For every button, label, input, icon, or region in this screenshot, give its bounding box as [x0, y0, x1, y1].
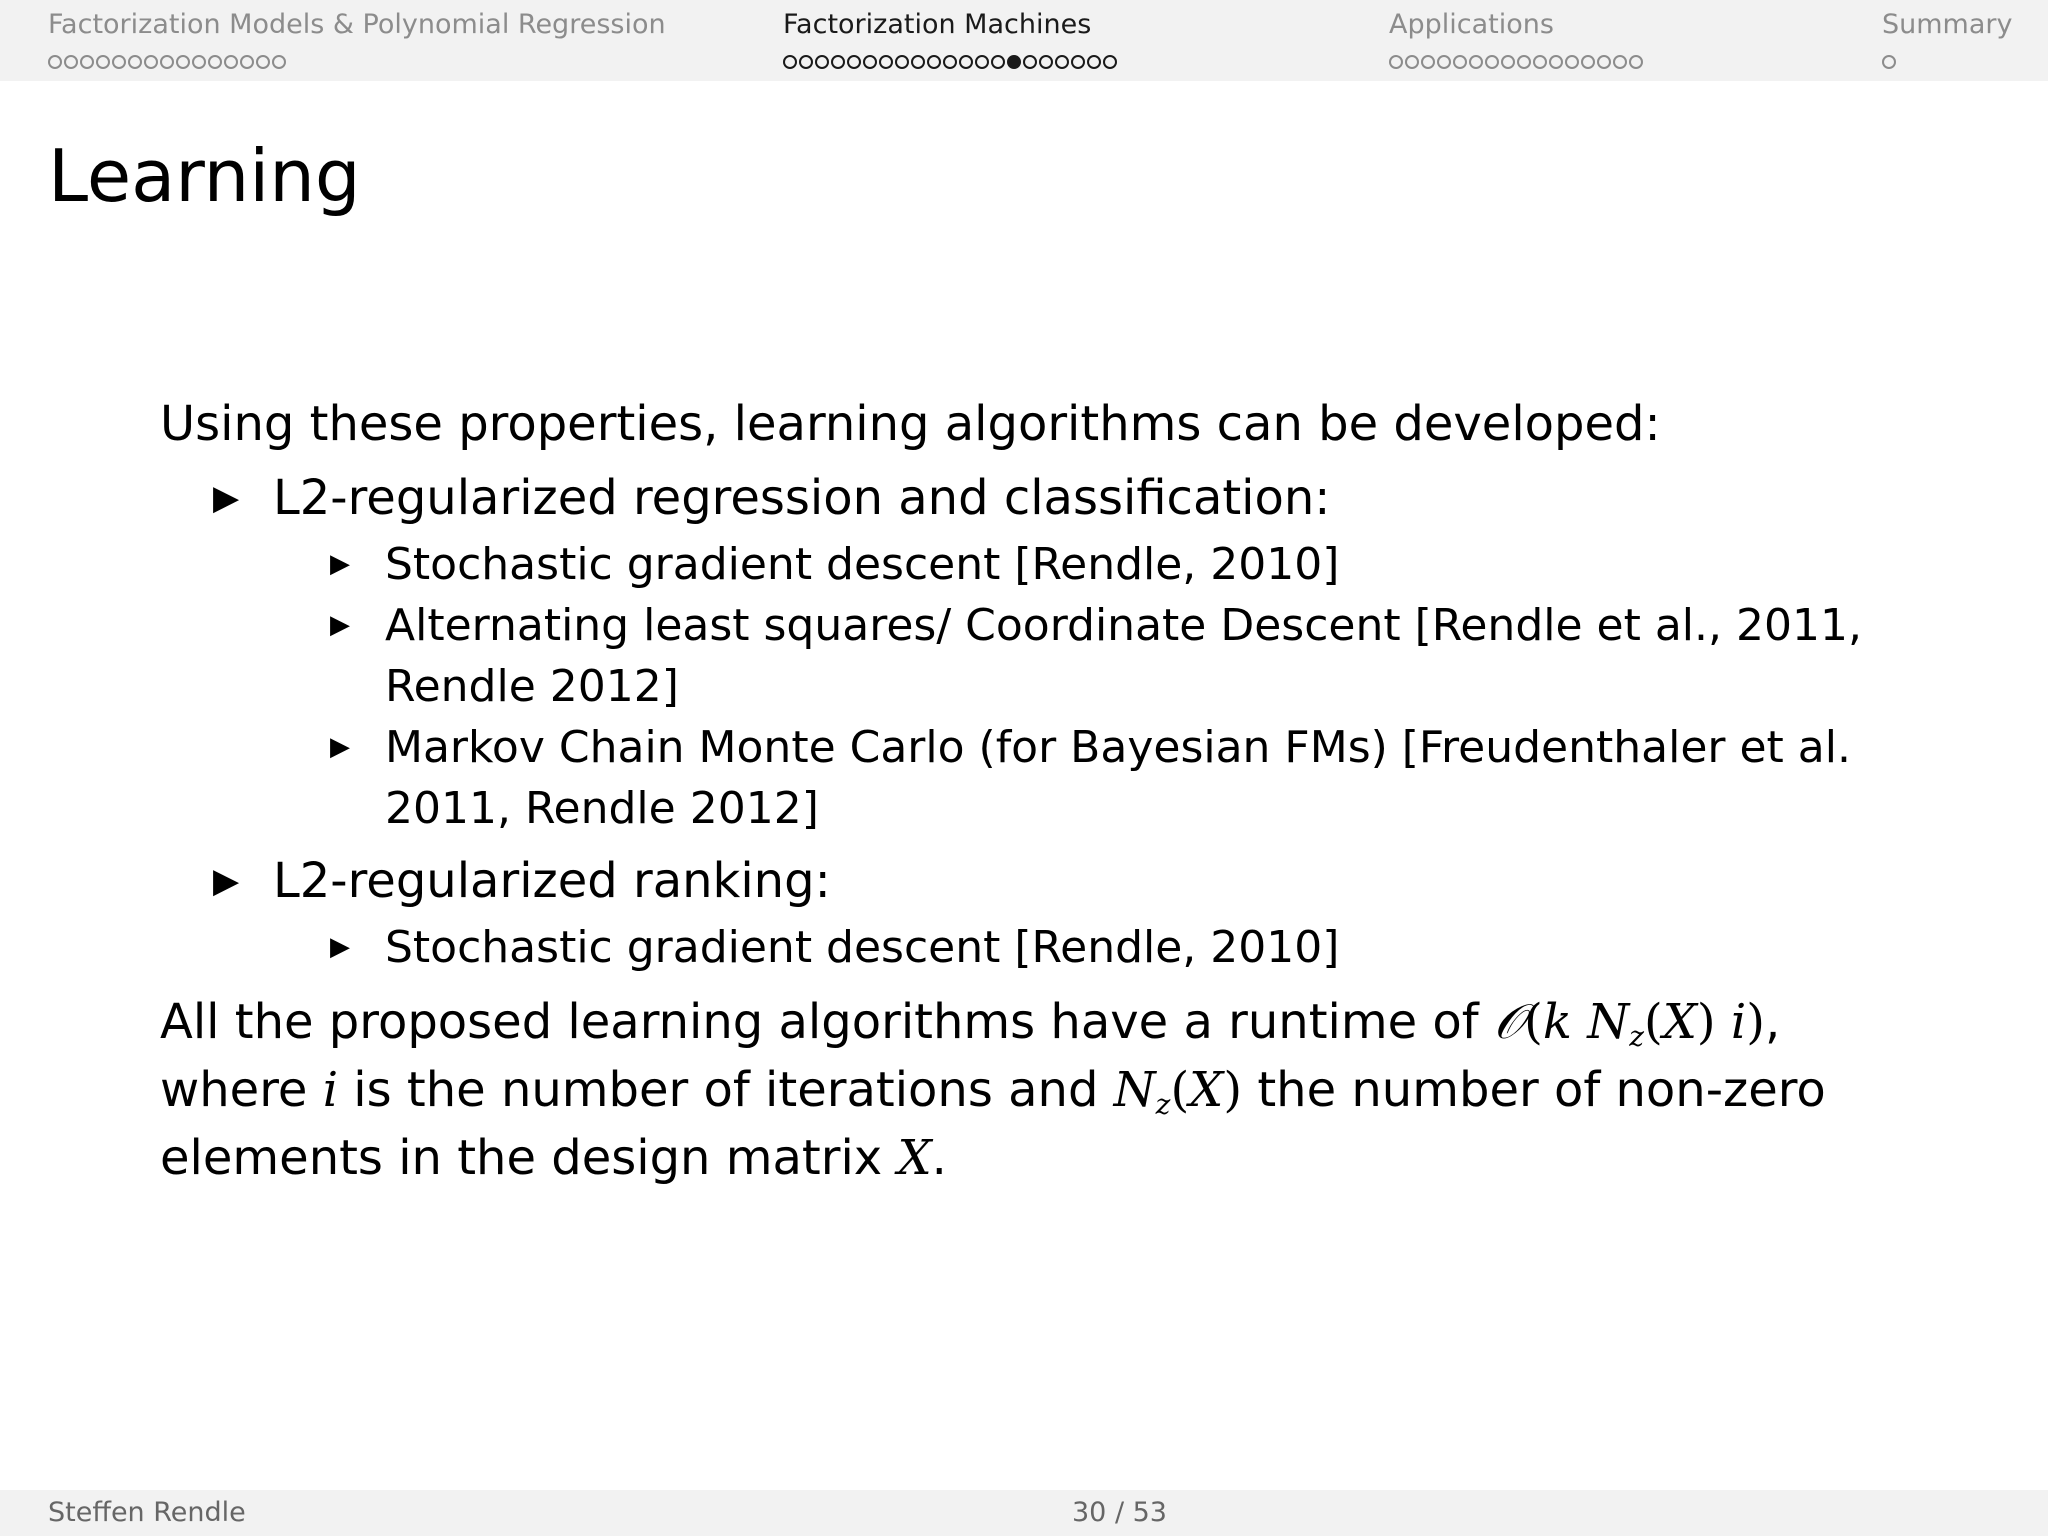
- slide-dot[interactable]: [176, 55, 190, 69]
- runtime-statement: [160, 988, 1900, 1192]
- slide-dot[interactable]: [1007, 55, 1021, 69]
- section-navigation-bar: [0, 0, 2048, 81]
- slide-dot[interactable]: [128, 55, 142, 69]
- sub-list-item-text: Markov Chain Monte Carlo (for Bayesian FMs) [Freudenthaler et al. 2011, Rendle 2012]: [385, 722, 1851, 834]
- runtime-text: elements in the design matrix: [160, 1130, 898, 1186]
- nav-section-factorization-models[interactable]: [48, 8, 666, 72]
- slide-dot[interactable]: [1469, 55, 1483, 69]
- nav-section-factorization-machines[interactable]: [783, 8, 1117, 72]
- runtime-text: ,: [1765, 994, 1781, 1050]
- slide-dot[interactable]: [879, 55, 893, 69]
- nav-section-title[interactable]: Summary: [1882, 9, 2013, 40]
- formula-nz: N: [1113, 1062, 1156, 1118]
- slide-dots: [783, 52, 1117, 72]
- triangle-bullet-icon: ▶: [330, 549, 350, 579]
- list-item-text: L2-regularized ranking:: [273, 853, 831, 909]
- slide-dot[interactable]: [256, 55, 270, 69]
- formula-x: X: [1662, 994, 1697, 1050]
- slide-dots: [48, 52, 666, 72]
- slide-dot[interactable]: [1613, 55, 1627, 69]
- sub-list-item-text: Alternating least squares/ Coordinate Descent [Rendle et al., 2011, Rendle 2012]: [385, 600, 1862, 712]
- runtime-text: All the proposed learning algorithms have a runtime of: [160, 994, 1494, 1050]
- sub-list-item: [330, 717, 1900, 839]
- slide-dot[interactable]: [1023, 55, 1037, 69]
- frame-title: Learning: [48, 134, 361, 218]
- triangle-bullet-icon: ▶: [330, 932, 350, 962]
- sub-list-item-text: Stochastic gradient descent [Rendle, 2010]: [385, 539, 1340, 590]
- formula-paren: (: [1524, 994, 1543, 1050]
- sub-list: [273, 534, 1900, 839]
- formula-i: i: [1730, 994, 1747, 1050]
- formula-x: X: [1189, 1062, 1224, 1118]
- slide-dot[interactable]: [895, 55, 909, 69]
- formula-subscript-z: z: [1629, 1020, 1645, 1053]
- nav-section-applications[interactable]: [1389, 8, 1643, 72]
- slide-dot[interactable]: [1421, 55, 1435, 69]
- slide-dot[interactable]: [80, 55, 94, 69]
- runtime-text: where: [160, 1062, 323, 1118]
- nav-section-title[interactable]: Factorization Models & Polynomial Regression: [48, 9, 666, 40]
- slide-dot[interactable]: [144, 55, 158, 69]
- list-item: [213, 462, 1900, 839]
- slide-dot[interactable]: [783, 55, 797, 69]
- slide-dot[interactable]: [1087, 55, 1101, 69]
- slide-body: [160, 390, 1900, 1192]
- slide-dot[interactable]: [1071, 55, 1085, 69]
- nav-section-title[interactable]: Applications: [1389, 9, 1554, 40]
- footer-author: Steffen Rendle: [48, 1497, 246, 1528]
- sub-list-item-text: Stochastic gradient descent [Rendle, 2010]: [385, 922, 1340, 973]
- slide-dot[interactable]: [272, 55, 286, 69]
- sub-list-item: [330, 917, 1900, 978]
- formula-paren: (: [1644, 994, 1663, 1050]
- footer-bar: [0, 1490, 2048, 1536]
- slide-dot[interactable]: [815, 55, 829, 69]
- slide-dot[interactable]: [208, 55, 222, 69]
- formula-paren: (: [1170, 1062, 1190, 1118]
- slide-dot[interactable]: [1103, 55, 1117, 69]
- slide-dot[interactable]: [1597, 55, 1611, 69]
- triangle-bullet-icon: ▶: [330, 610, 350, 640]
- slide-dot[interactable]: [96, 55, 110, 69]
- slide-dot[interactable]: [911, 55, 925, 69]
- slide-dot[interactable]: [1389, 55, 1403, 69]
- slide-dot[interactable]: [1437, 55, 1451, 69]
- runtime-text: is the number of iterations and: [338, 1062, 1114, 1118]
- sub-list-item: [330, 534, 1900, 595]
- slide-dot[interactable]: [112, 55, 126, 69]
- formula-paren: ): [1223, 1062, 1243, 1118]
- slide-dot[interactable]: [799, 55, 813, 69]
- triangle-bullet-icon: ▶: [213, 478, 240, 518]
- formula-subscript-z: z: [1155, 1088, 1171, 1121]
- formula-k: k N: [1542, 994, 1630, 1050]
- slide-dot[interactable]: [847, 55, 861, 69]
- formula-paren: ): [1696, 994, 1731, 1050]
- formula-x: X: [897, 1130, 932, 1186]
- slide-dots: [1389, 52, 1643, 72]
- slide-dot[interactable]: [927, 55, 941, 69]
- slide-dot[interactable]: [1453, 55, 1467, 69]
- nav-section-summary[interactable]: [1882, 8, 2012, 72]
- list-item: [213, 845, 1900, 978]
- slide-dot[interactable]: [240, 55, 254, 69]
- slide-dot[interactable]: [991, 55, 1005, 69]
- runtime-text: the number of non-zero: [1242, 1062, 1826, 1118]
- list-item-text: L2-regularized regression and classification:: [273, 470, 1331, 526]
- slide-dot[interactable]: [1581, 55, 1595, 69]
- slide-dot[interactable]: [863, 55, 877, 69]
- footer-page-number: 30 / 53: [1072, 1497, 1167, 1528]
- sub-list-item: [330, 595, 1900, 717]
- formula-i: i: [322, 1062, 339, 1118]
- intro-text: Using these properties, learning algorithms can be developed:: [160, 396, 1661, 452]
- slide-dot[interactable]: [1629, 55, 1643, 69]
- slide-dot[interactable]: [1565, 55, 1579, 69]
- slide-dot[interactable]: [160, 55, 174, 69]
- method-list: [160, 462, 1900, 978]
- slide-dot[interactable]: [1039, 55, 1053, 69]
- triangle-bullet-icon: ▶: [213, 861, 240, 901]
- nav-section-title[interactable]: Factorization Machines: [783, 9, 1092, 40]
- slide-dot[interactable]: [224, 55, 238, 69]
- slide-dot[interactable]: [831, 55, 845, 69]
- slide-dot[interactable]: [943, 55, 957, 69]
- slide-dot[interactable]: [1517, 55, 1531, 69]
- slide-dot[interactable]: [1485, 55, 1499, 69]
- slide-dot[interactable]: [1549, 55, 1563, 69]
- slide-dot[interactable]: [1882, 55, 1896, 69]
- slide-dot[interactable]: [64, 55, 78, 69]
- slide-dot[interactable]: [1055, 55, 1069, 69]
- slide-dot[interactable]: [192, 55, 206, 69]
- slide-dot[interactable]: [1533, 55, 1547, 69]
- triangle-bullet-icon: ▶: [330, 732, 350, 762]
- slide-dot[interactable]: [48, 55, 62, 69]
- slide-dot[interactable]: [1501, 55, 1515, 69]
- sub-list: [273, 917, 1900, 978]
- big-o-formula: 𝒪: [1493, 994, 1525, 1050]
- slide-dot[interactable]: [959, 55, 973, 69]
- slide-dots: [1882, 52, 2012, 72]
- runtime-text: .: [931, 1130, 947, 1186]
- formula-paren: ): [1746, 994, 1765, 1050]
- slide-dot[interactable]: [1405, 55, 1419, 69]
- slide-dot[interactable]: [975, 55, 989, 69]
